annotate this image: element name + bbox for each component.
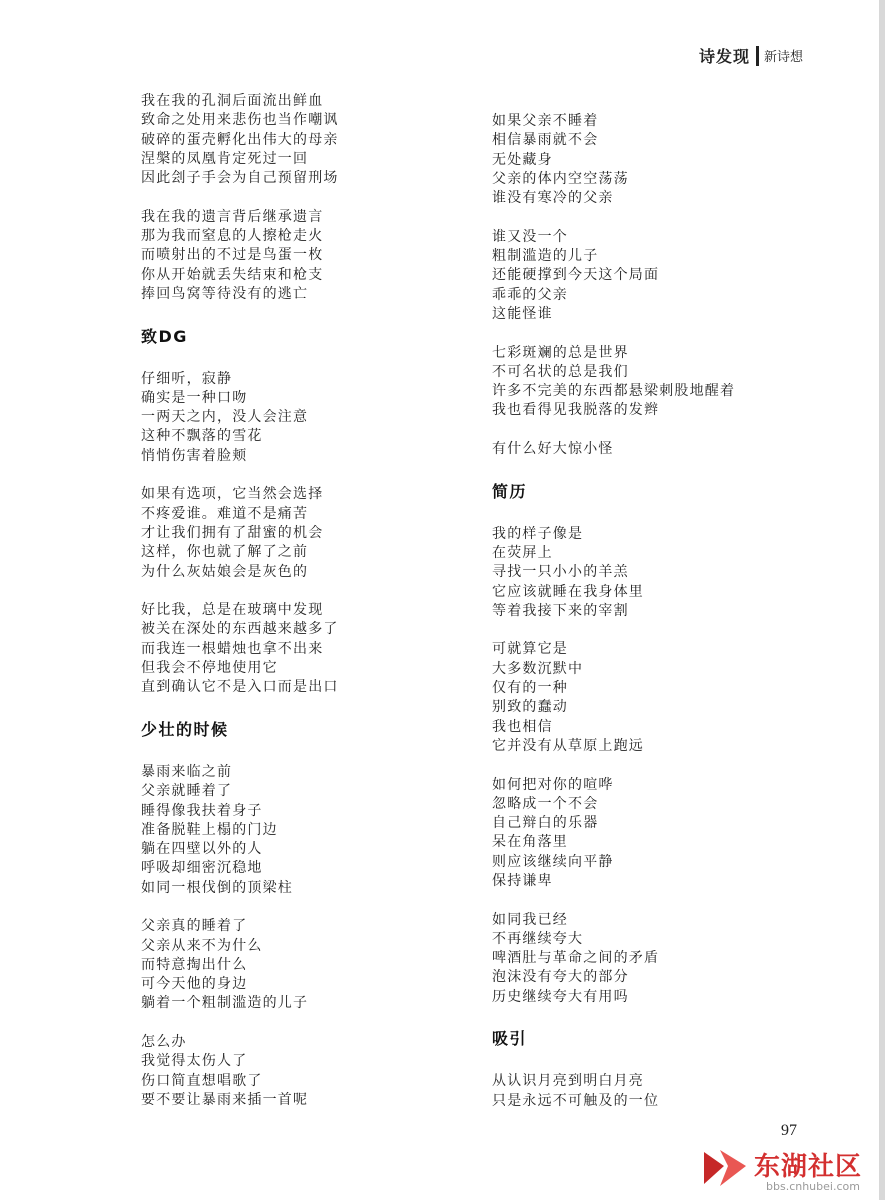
stanza [492,525,812,621]
subsection-title: 新诗想 [763,50,803,65]
poem-line: 泡沫没有夸大的部分 [492,969,629,986]
stanza [141,208,461,304]
poem-title: 简历 [492,481,528,501]
poem-line: 别致的蠢动 [492,699,568,716]
poem-line: 因此刽子手会为自己预留刑场 [141,170,339,187]
poem-title: 少壮的时候 [141,719,229,739]
poem-line: 我觉得太伤人了 [141,1053,248,1070]
poem-line: 我的样子像是 [492,525,584,542]
poem-line: 一两天之内，没人会注意 [141,409,309,426]
poem-line: 被关在深处的东西越来越多了 [141,621,339,638]
poem-line: 捧回鸟窝等待没有的逃亡 [141,285,309,302]
poem-line: 而特意掏出什么 [141,956,248,973]
poem-line: 还能硬撑到今天这个局面 [492,267,660,284]
poem-line: 乖乖的父亲 [492,286,568,303]
poem-line: 父亲的体内空空荡荡 [492,170,629,187]
stanza [492,776,812,892]
poem-line: 但我会不停地使用它 [141,660,278,677]
stanza [492,640,812,756]
poem-line: 直到确认它不是入口而是出口 [141,679,339,696]
poem [141,324,461,698]
poem-line: 不再继续夸大 [492,930,584,947]
poem-line: 致命之处用来悲伤也当作嘲讽 [141,112,339,129]
poem-line: 可今天他的身边 [141,976,248,993]
poem-line: 父亲从来不为什么 [141,937,263,954]
poem-line: 父亲真的睡着了 [141,918,248,935]
poem [141,92,461,304]
poem [492,479,812,1007]
poem-line: 不疼爱谁。难道不是痛苦 [141,505,309,522]
poem-line: 睡得像我扶着身子 [141,802,263,819]
poem-line: 这种不飘落的雪花 [141,428,263,445]
poem-line: 可就算它是 [492,641,568,658]
poem-line: 涅槃的凤凰肯定死过一回 [141,150,309,167]
poem-line: 父亲就睡着了 [141,783,233,800]
poem-line: 伤口简直想唱歌了 [141,1072,263,1089]
poem-line: 它并没有从草原上跑远 [492,737,644,754]
poem-line: 啤酒肚与革命之间的矛盾 [492,950,660,967]
poem-line: 忽略成一个不会 [492,795,599,812]
poem-line: 那为我而窒息的人擦枪走火 [141,228,324,245]
poem-line: 谁没有寒冷的父亲 [492,190,614,207]
right-column [492,112,812,1130]
poem-line: 自己辩白的乐器 [492,815,599,832]
poem-line: 这能怪谁 [492,305,553,322]
poem-line: 怎么办 [141,1034,187,1051]
poem-line: 悄悄伤害着脸颊 [141,447,248,464]
poem-line: 只是永远不可触及的一位 [492,1092,660,1109]
poem-line: 我在我的遗言背后继承遗言 [141,208,324,225]
watermark [700,1140,885,1200]
poem-line: 呆在角落里 [492,834,568,851]
poem [492,112,812,459]
watermark-url: bbs.cnhubei.com [766,1180,860,1193]
poem-line: 我也看得见我脱落的发辫 [492,402,660,419]
stanza [492,228,812,324]
poem-line: 在荧屏上 [492,544,553,561]
poem-line: 破碎的蛋壳孵化出伟大的母亲 [141,131,339,148]
stanza [492,911,812,1007]
stanza [492,112,812,208]
poem-line: 如同我已经 [492,911,568,928]
stanza [141,92,461,188]
poem-line: 七彩斑斓的总是世界 [492,344,629,361]
poem-line: 则应该继续向平静 [492,853,614,870]
poem-line: 不可名状的总是我们 [492,363,629,380]
stanza [141,763,461,898]
page-number: 97 [781,1122,797,1139]
stanza [492,1072,812,1111]
poem-line: 大多数沉默中 [492,660,584,677]
stanza [141,601,461,697]
poem [141,717,461,1110]
poem-title: 致DG [141,326,188,346]
running-header [699,44,803,67]
poem-line: 许多不完美的东西都悬梁刺股地醒着 [492,383,736,400]
page-edge-shadow [879,0,885,1200]
poem-line: 谁又没一个 [492,228,568,245]
poem-line: 无处藏身 [492,151,553,168]
poem-line: 而喷射出的不过是鸟蛋一枚 [141,247,324,264]
poem-line: 准备脱鞋上榻的门边 [141,821,278,838]
stanza [141,917,461,1013]
watermark-text: 东湖社区 [754,1152,863,1182]
poem-line: 寻找一只小小的羊羔 [492,564,629,581]
poem-line: 好比我，总是在玻璃中发现 [141,602,324,619]
poem-line: 才让我们拥有了甜蜜的机会 [141,524,324,541]
poem-line: 仔细听，寂静 [141,370,233,387]
poem-line: 躺在四壁以外的人 [141,841,263,858]
poem-line: 等着我接下来的宰割 [492,602,629,619]
poem-line: 暴雨来临之前 [141,763,233,780]
poem-line: 保持谦卑 [492,872,553,889]
poem-line: 躺着一个粗制滥造的儿子 [141,995,309,1012]
poem-line: 仅有的一种 [492,680,568,697]
poem-line: 你从开始就丢失结束和枪支 [141,266,324,283]
stanza [141,485,461,581]
left-column [141,92,461,1130]
poem-line: 如果有选项，它当然会选择 [141,486,324,503]
poem-line: 为什么灰姑娘会是灰色的 [141,563,309,580]
poem-line: 这样，你也就了解了之前 [141,544,309,561]
stanza [141,370,461,466]
poem-title: 吸引 [492,1029,528,1049]
poem-line: 它应该就睡在我身体里 [492,583,644,600]
poem-line: 要不要让暴雨来插一首呢 [141,1091,309,1108]
stanza [492,344,812,421]
poem-line: 如同一根伐倒的顶梁柱 [141,879,293,896]
poem-line: 相信暴雨就不会 [492,132,599,149]
poem-line: 确实是一种口吻 [141,389,248,406]
poem-line: 历史继续夸大有用吗 [492,988,629,1005]
poem-line: 我也相信 [492,718,553,735]
poem-line: 粗制滥造的儿子 [492,248,599,265]
poem-line: 如何把对你的喧哗 [492,776,614,793]
poem [492,1026,812,1111]
poem-line: 呼吸却细密沉稳地 [141,860,263,877]
header-divider [756,46,759,66]
poem-line: 从认识月亮到明白月亮 [492,1073,644,1090]
watermark-logo-icon [700,1144,752,1190]
poem-line: 而我连一根蜡烛也拿不出来 [141,640,324,657]
section-title: 诗发现 [698,47,750,66]
poem-line: 有什么好大惊小怪 [492,441,614,458]
poem-line: 如果父亲不睡着 [492,113,599,129]
stanza [141,1033,461,1110]
stanza [492,440,812,459]
poem-line: 我在我的孔洞后面流出鲜血 [141,93,324,109]
